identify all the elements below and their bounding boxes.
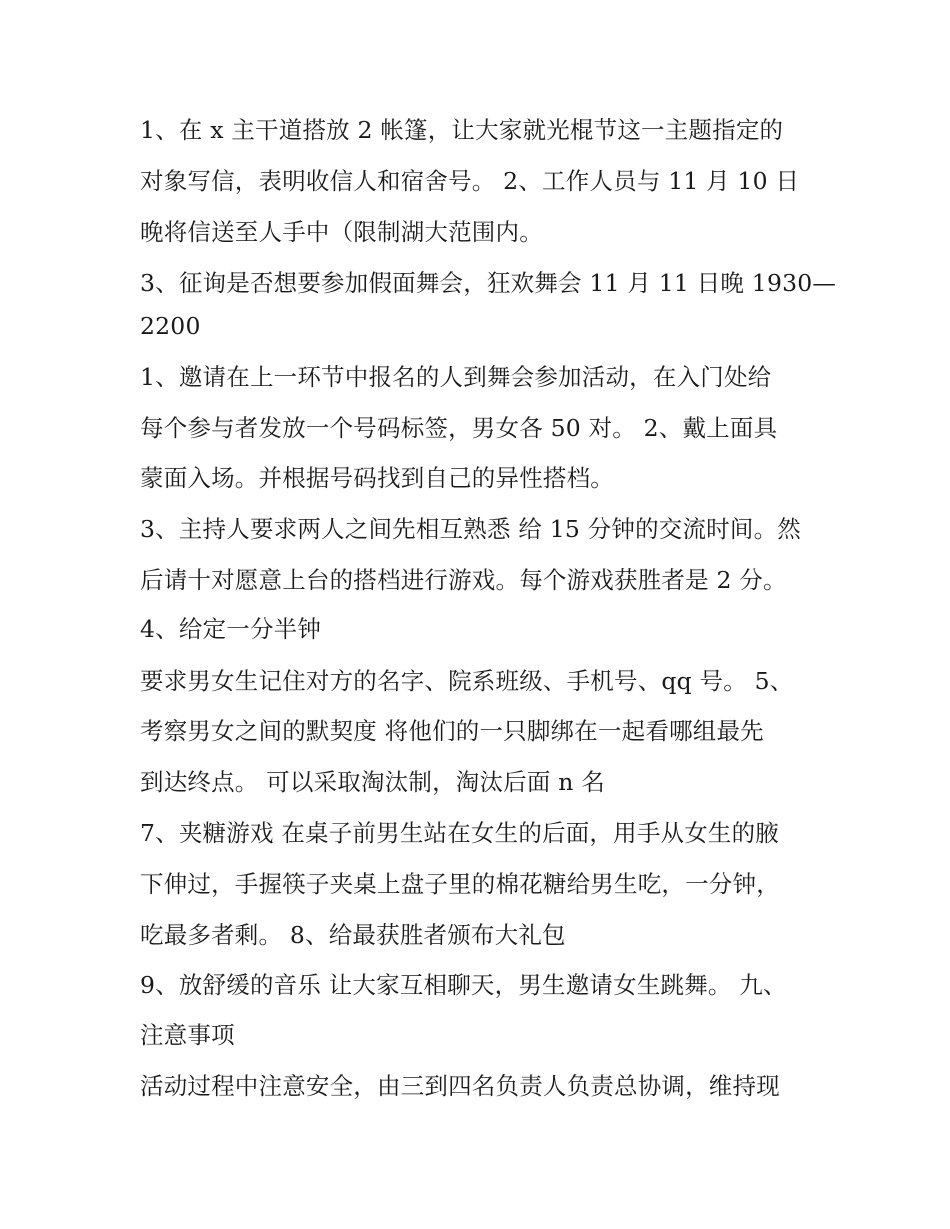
- text-line: 要求男女生记住对方的名字、院系班级、手机号、qq 号。 5、: [140, 667, 794, 695]
- text-line: 到达终点。 可以采取淘汰制，淘汰后面 n 名: [140, 768, 605, 796]
- text-line: 3、主持人要求两人之间先相互熟悉 给 15 分钟的交流时间。然: [140, 515, 801, 543]
- text-line: 1、邀请在上一环节中报名的人到舞会参加活动，在入门处给: [140, 363, 772, 391]
- text-line: 3、征询是否想要参加假面舞会，狂欢舞会 11 月 11 日晚 1930—: [140, 269, 837, 297]
- text-line: 对象写信，表明收信人和宿舍号。 2、工作人员与 11 月 10 日: [140, 167, 800, 195]
- text-line: 后请十对愿意上台的搭档进行游戏。每个游戏获胜者是 2 分。: [140, 566, 787, 594]
- text-line: 每个参与者发放一个号码标签，男女各 50 对。 2、戴上面具: [140, 414, 778, 442]
- text-line: 4、给定一分半钟: [140, 615, 322, 643]
- text-line: 7、夹糖游戏 在桌子前男生站在女生的后面，用手从女生的腋: [140, 819, 780, 847]
- text-line: 1、在 x 主干道搭放 2 帐篷，让大家就光棍节这一主题指定的: [140, 116, 784, 144]
- text-line: 蒙面入场。并根据号码找到自己的异性搭档。: [140, 464, 614, 492]
- text-line: 考察男女之间的默契度 将他们的一只脚绑在一起看哪组最先: [140, 717, 764, 745]
- text-line: 2200: [140, 312, 201, 340]
- text-line: 下伸过，手握筷子夹桌上盘子里的棉花糖给男生吃，一分钟，: [140, 870, 780, 898]
- text-line: 注意事项: [140, 1021, 235, 1049]
- text-line: 9、放舒缓的音乐 让大家互相聊天，男生邀请女生跳舞。 九、: [140, 971, 787, 999]
- text-line: 晚将信送至人手中（限制湖大范围内。: [140, 218, 543, 246]
- text-line: 活动过程中注意安全，由三到四名负责人负责总协调，维持现: [140, 1072, 780, 1100]
- text-line: 吃最多者剩。 8、给最获胜者颁布大礼包: [140, 921, 566, 949]
